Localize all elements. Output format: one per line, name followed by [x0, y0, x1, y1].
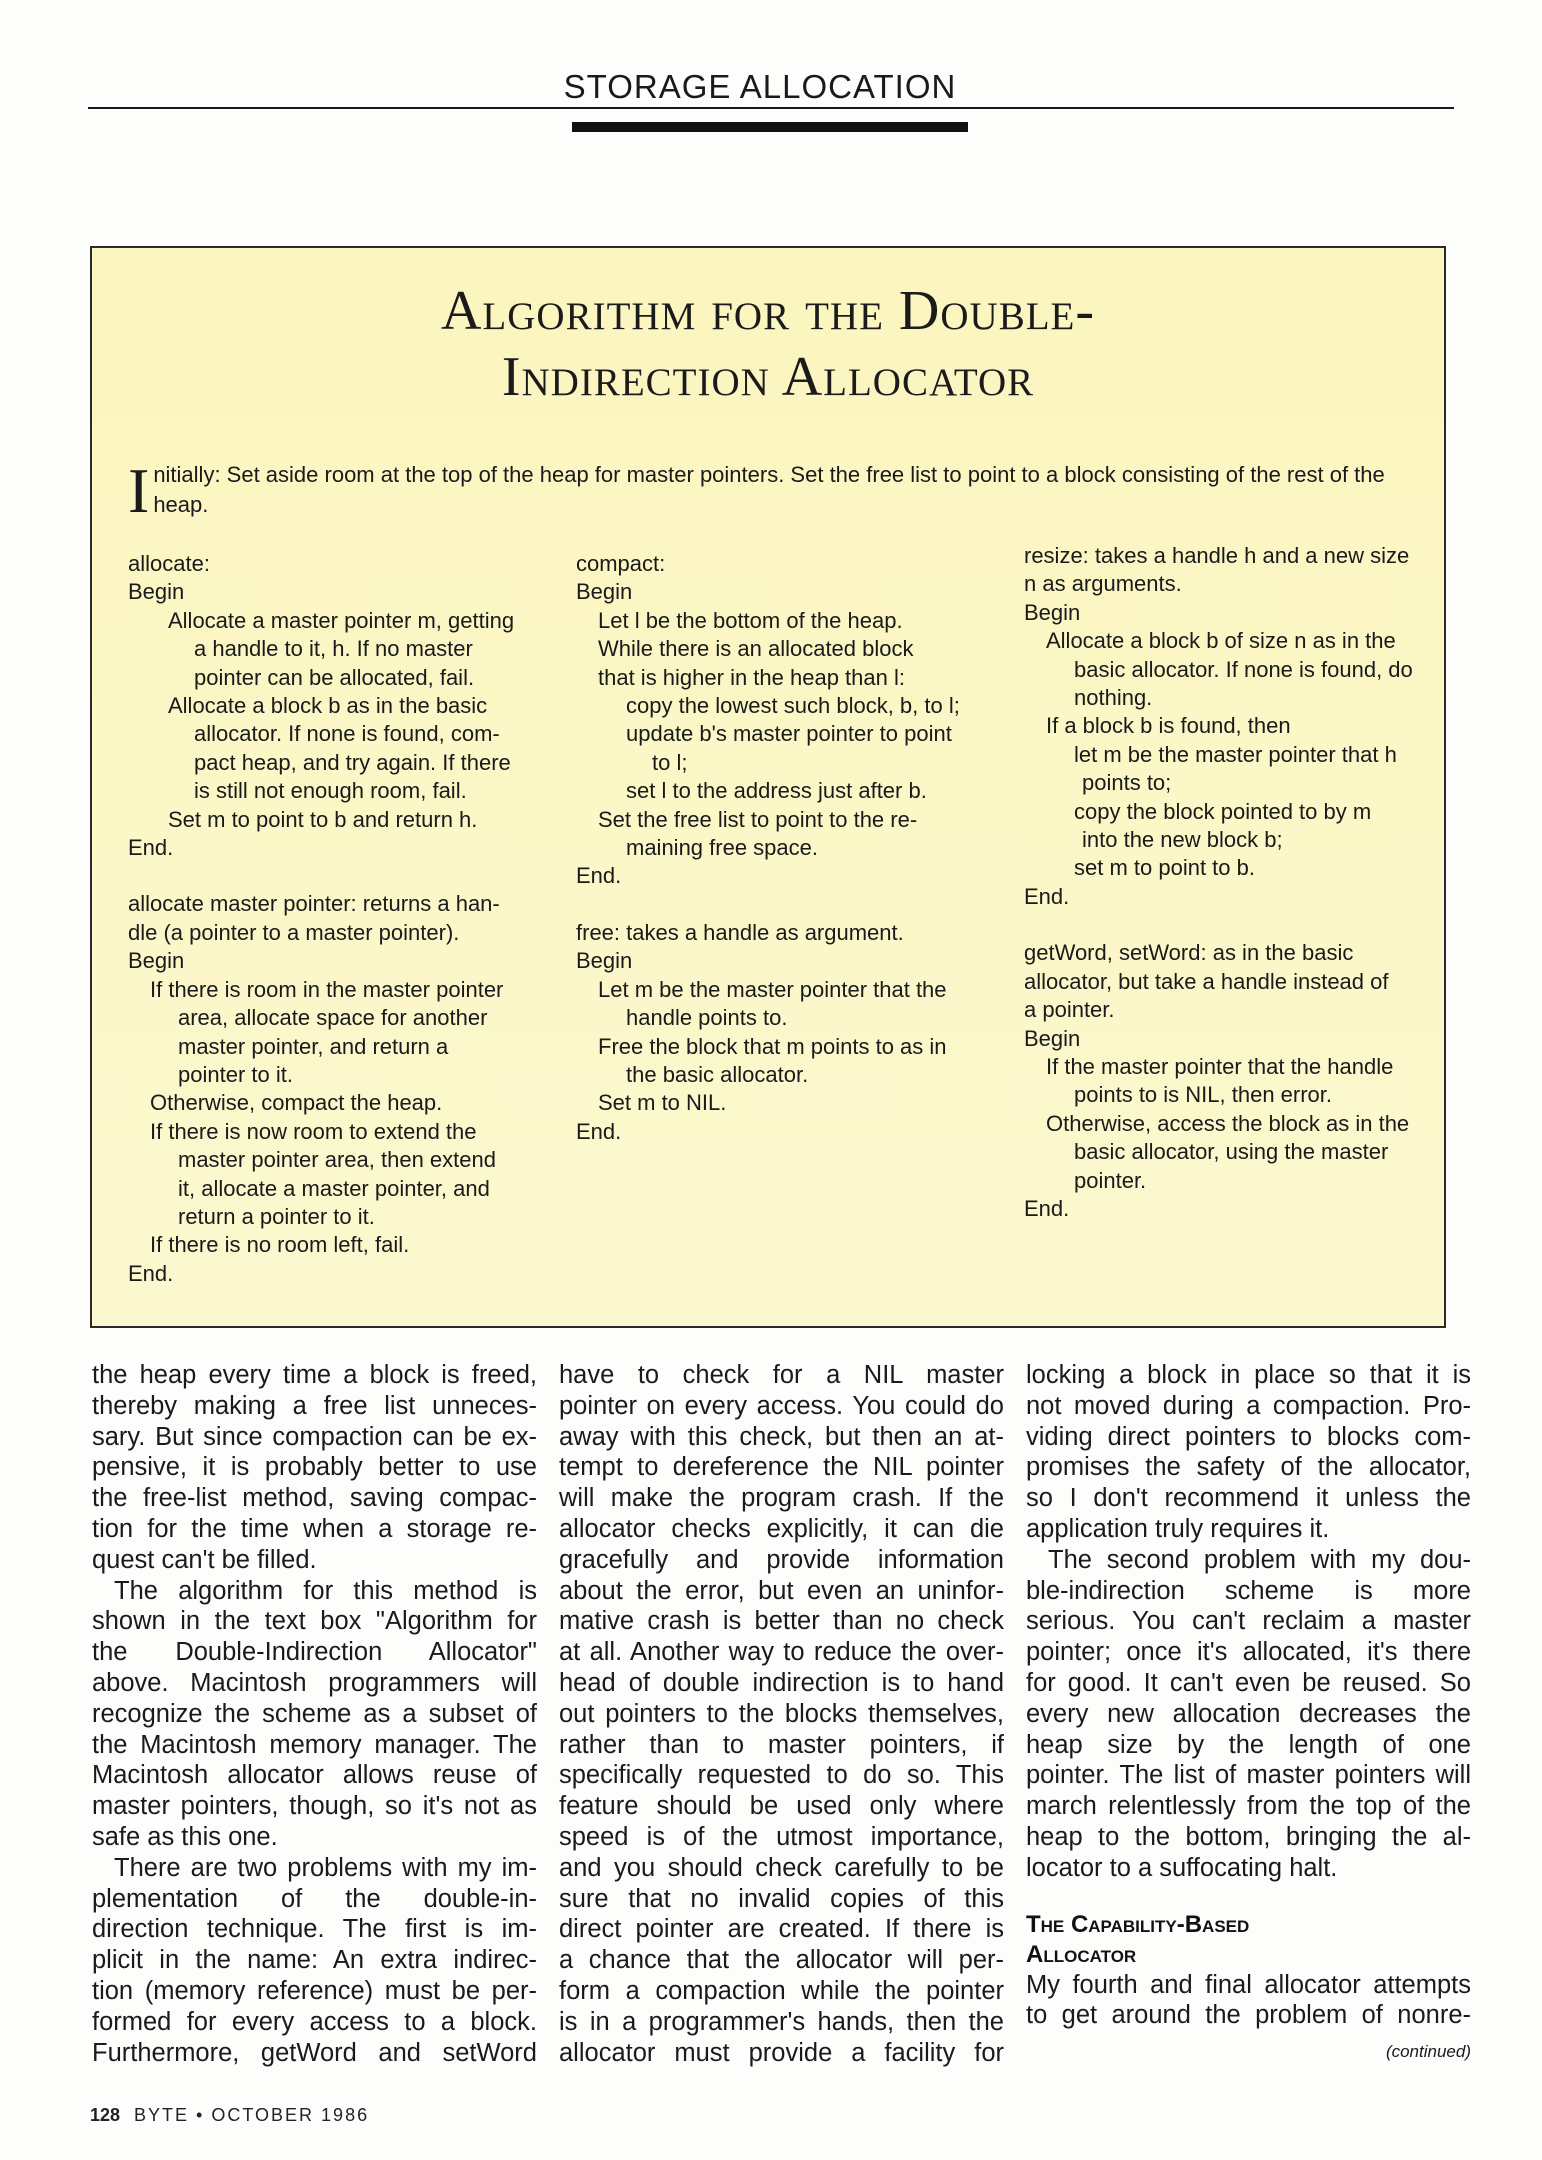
body-line: promises the safety of the allocator, — [1026, 1453, 1471, 1482]
algo-line: maining free space. — [626, 835, 818, 861]
body-line: pointer. The list of master pointers will — [1026, 1761, 1471, 1790]
body-line: out pointers to the blocks themselves, — [559, 1699, 1004, 1728]
algo-line: is still not enough room, fail. — [194, 778, 467, 804]
algo-line: If there is now room to extend the — [150, 1118, 477, 1144]
algo-line: the basic allocator. — [626, 1061, 809, 1087]
algo-line: master pointer, and return a — [178, 1033, 449, 1059]
algorithm-sidebar-box — [90, 246, 1446, 1328]
body-line: ble-indirection scheme is more — [1026, 1576, 1471, 1605]
body-line: allocator must provide a facility for — [559, 2038, 1004, 2067]
body-line: formed for every access to a block. — [92, 2007, 537, 2036]
algo-line: allocator. If none is found, com- — [194, 721, 500, 747]
algo-line: it, allocate a master pointer, and — [178, 1175, 490, 1201]
algo-line: End. — [128, 1260, 174, 1286]
algo-line: resize: takes a handle h and a new size — [1024, 543, 1410, 568]
body-column-3 — [1026, 1360, 1471, 2068]
algo-line: If a block b is found, then — [1046, 713, 1291, 739]
drop-cap: I — [128, 455, 150, 526]
algo-line: While there is an allocated block — [598, 636, 914, 662]
body-line: heap size by the length of one — [1026, 1730, 1471, 1759]
algo-line: End. — [576, 1118, 622, 1144]
algo-column-2 — [576, 550, 996, 1146]
algo-line: Otherwise, access the block as in the — [1046, 1110, 1410, 1136]
box-title — [92, 278, 1444, 410]
intro-text: nitially: Set aside room at the top of the heap for master pointers. Set the free list to point to a block consisting of the rest of the heap. — [153, 462, 1385, 517]
algo-line: Begin — [576, 948, 633, 974]
body-line: recognize the scheme as a subset of — [92, 1699, 537, 1728]
algo-line: Allocate a block b of size n as in the — [1046, 628, 1396, 654]
body-line: above. Macintosh programmers will — [92, 1668, 537, 1697]
algo-line: Set m to point to b and return h. — [168, 806, 478, 832]
body-line: every new allocation decreases the — [1026, 1699, 1471, 1728]
algo-line: Let l be the bottom of the heap. — [598, 607, 903, 633]
body-line: not moved during a compaction. Pro- — [1026, 1391, 1471, 1420]
algo-line: set m to point to b. — [1074, 855, 1255, 881]
body-line: a chance that the allocator will per- — [559, 1946, 1004, 1975]
body-line: the heap every time a block is freed, — [92, 1361, 537, 1389]
algo-column-3 — [1024, 542, 1434, 1223]
algo-line: End. — [1024, 1195, 1070, 1221]
algo-line: End. — [128, 835, 174, 861]
algo-line: area, allocate space for another — [178, 1005, 488, 1031]
algo-line: free: takes a handle as argument. — [576, 919, 904, 945]
body-line: pointer; once it's allocated, it's there — [1026, 1638, 1471, 1667]
body-line: locator to a suffocating halt. — [1026, 1853, 1338, 1882]
body-line: mative crash is better than no check — [559, 1607, 1004, 1636]
box-intro — [128, 455, 1418, 526]
section-heading-line: Allocator — [1026, 1940, 1137, 1968]
algo-line: basic allocator, using the master — [1074, 1139, 1389, 1165]
algo-line: If the master pointer that the handle — [1046, 1053, 1394, 1079]
publication-info: BYTE • OCTOBER 1986 — [134, 2105, 370, 2125]
algo-column-1 — [128, 550, 548, 1288]
algo-line: let m be the master pointer that h — [1074, 741, 1397, 767]
body-line: the free-list method, saving compac- — [92, 1484, 537, 1513]
body-line: at all. Another way to reduce the over- — [559, 1638, 1004, 1667]
algo-line: End. — [576, 863, 622, 889]
body-column-2 — [559, 1360, 1004, 2068]
body-line: the Double-Indirection Allocator" — [92, 1638, 537, 1667]
algo-line: pointer can be allocated, fail. — [194, 664, 475, 690]
page-number: 128 — [90, 2105, 121, 2125]
algo-line: copy the lowest such block, b, to l; — [626, 693, 960, 719]
algo-line: allocator, but take a handle instead of — [1024, 968, 1389, 994]
body-line: Furthermore, getWord and setWord — [92, 2038, 537, 2067]
body-line: allocator checks explicitly, it can die — [559, 1514, 1004, 1543]
algo-line: End. — [1024, 883, 1070, 909]
body-line: speed is of the utmost importance, — [559, 1822, 1004, 1851]
body-line: rather than to master pointers, if — [559, 1730, 1004, 1759]
body-line: thereby making a free list unneces- — [92, 1391, 537, 1420]
body-line: head of double indirection is to hand — [559, 1668, 1004, 1697]
body-line: is in a programmer's hands, then the — [559, 2007, 1004, 2036]
algo-line: Allocate a master pointer m, getting — [168, 607, 515, 633]
body-line: tempt to dereference the NIL pointer — [559, 1453, 1004, 1482]
algo-line: Begin — [128, 948, 185, 974]
algo-line: into the new block b; — [1082, 827, 1283, 853]
algo-line: set l to the address just after b. — [626, 778, 927, 804]
algo-line: handle points to. — [626, 1005, 788, 1031]
algo-line: basic allocator. If none is found, do — [1074, 656, 1413, 682]
body-line: to get around the problem of nonre- — [1026, 2001, 1471, 2030]
algo-line: If there is room in the master pointer — [150, 976, 504, 1002]
algo-line: Begin — [1024, 599, 1081, 625]
algo-line: Otherwise, compact the heap. — [150, 1090, 443, 1116]
algo-line: Set the free list to point to the re- — [598, 806, 918, 832]
algo-line: Set m to NIL. — [598, 1090, 727, 1116]
algo-line: points to is NIL, then error. — [1074, 1082, 1333, 1108]
body-line: sary. But since compaction can be ex- — [92, 1422, 537, 1451]
body-column-1 — [92, 1360, 537, 2068]
algo-line: Free the block that m points to as in — [598, 1033, 947, 1059]
body-line: direction technique. The first is im- — [92, 1915, 537, 1944]
body-line: safe as this one. — [92, 1822, 278, 1851]
algo-line: n as arguments. — [1024, 571, 1182, 597]
body-line: so I don't recommend it unless the — [1026, 1484, 1471, 1513]
body-line: away with this check, but then an at- — [559, 1422, 1004, 1451]
body-line: march relentlessly from the top of the — [1026, 1792, 1471, 1821]
page-footer — [90, 2105, 369, 2126]
section-header: STORAGE ALLOCATION — [563, 68, 957, 105]
body-line: plementation of the double-in- — [92, 1884, 537, 1913]
body-line: plicit in the name: An extra indirec- — [92, 1946, 537, 1975]
body-line: application truly requires it. — [1026, 1514, 1330, 1543]
algo-line: a pointer. — [1024, 997, 1115, 1023]
body-line: about the error, but even an uninfor- — [559, 1576, 1004, 1605]
box-title-line: Algorithm for the Double- — [440, 280, 1095, 342]
body-line: for good. It can't even be reused. So — [1026, 1668, 1471, 1697]
algo-line: master pointer area, then extend — [178, 1147, 496, 1173]
body-line: will make the program crash. If the — [559, 1484, 1004, 1513]
body-line: tion (memory reference) must be per- — [92, 1976, 537, 2005]
algo-line: Begin — [1024, 1025, 1081, 1051]
body-line: serious. You can't reclaim a master — [1026, 1607, 1471, 1636]
body-line: My fourth and final allocator attempts — [1026, 1970, 1471, 1999]
body-line: Macintosh allocator allows reuse of — [92, 1761, 537, 1790]
body-line: tion for the time when a storage re- — [92, 1514, 537, 1543]
section-heading — [1026, 1910, 1471, 1970]
algo-line: copy the block pointed to by m — [1074, 798, 1372, 824]
body-line: sure that no invalid copies of this — [559, 1884, 1004, 1913]
algo-line: that is higher in the heap than l: — [598, 664, 905, 690]
header-rule — [88, 107, 1454, 109]
body-line: There are two problems with my im- — [114, 1853, 537, 1882]
body-line: have to check for a NIL master — [559, 1361, 1004, 1389]
section-heading-line: The Capability-Based — [1026, 1910, 1250, 1938]
algo-line: dle (a pointer to a master pointer). — [128, 919, 460, 945]
algo-line: getWord, setWord: as in the basic — [1024, 940, 1354, 966]
algo-line: Begin — [576, 579, 633, 605]
algo-line: Allocate a block b as in the basic — [168, 693, 488, 719]
algo-line: pointer to it. — [178, 1061, 293, 1087]
body-line: form a compaction while the pointer — [559, 1976, 1004, 2005]
box-title-line: Indirection Allocator — [501, 346, 1035, 408]
algo-line: compact: — [576, 551, 666, 576]
algo-line: points to; — [1082, 770, 1172, 796]
body-line: locking a block in place so that it is — [1026, 1361, 1471, 1389]
body-line: specifically requested to do so. This — [559, 1761, 1004, 1790]
header-bar — [572, 122, 968, 132]
body-line: shown in the text box "Algorithm for — [92, 1607, 537, 1636]
algo-line: a handle to it, h. If no master — [194, 636, 473, 662]
algo-line: pointer. — [1074, 1167, 1147, 1193]
body-line: master pointers, though, so it's not as — [92, 1792, 537, 1821]
body-line: and you should check carefully to be — [559, 1853, 1004, 1882]
body-line: heap to the bottom, bringing the al- — [1026, 1822, 1471, 1851]
continued-note: (continued) — [1385, 2042, 1471, 2062]
algo-line: update b's master pointer to point — [626, 721, 952, 747]
body-line: viding direct pointers to blocks com- — [1026, 1422, 1471, 1451]
body-line: The algorithm for this method is — [114, 1576, 537, 1605]
body-line: gracefully and provide information — [559, 1545, 1004, 1574]
algo-line: return a pointer to it. — [178, 1203, 375, 1229]
body-line: pensive, it is probably better to use — [92, 1453, 537, 1482]
body-line: The second problem with my dou- — [1048, 1545, 1471, 1574]
body-line: the Macintosh memory manager. The — [92, 1730, 537, 1759]
body-line: pointer on every access. You could do — [559, 1391, 1004, 1420]
algo-line: pact heap, and try again. If there — [194, 749, 511, 775]
body-line: quest can't be filled. — [92, 1545, 317, 1574]
algo-line: Let m be the master pointer that the — [598, 976, 947, 1002]
algo-line: If there is no room left, fail. — [150, 1232, 410, 1258]
algo-line: nothing. — [1074, 685, 1153, 711]
algo-line: to l; — [652, 749, 688, 775]
body-line: feature should be used only where — [559, 1792, 1004, 1821]
body-line: direct pointer are created. If there is — [559, 1915, 1004, 1944]
algo-line: allocate master pointer: returns a han- — [128, 891, 500, 917]
algo-line: allocate: — [128, 551, 210, 576]
algo-line: Begin — [128, 579, 185, 605]
